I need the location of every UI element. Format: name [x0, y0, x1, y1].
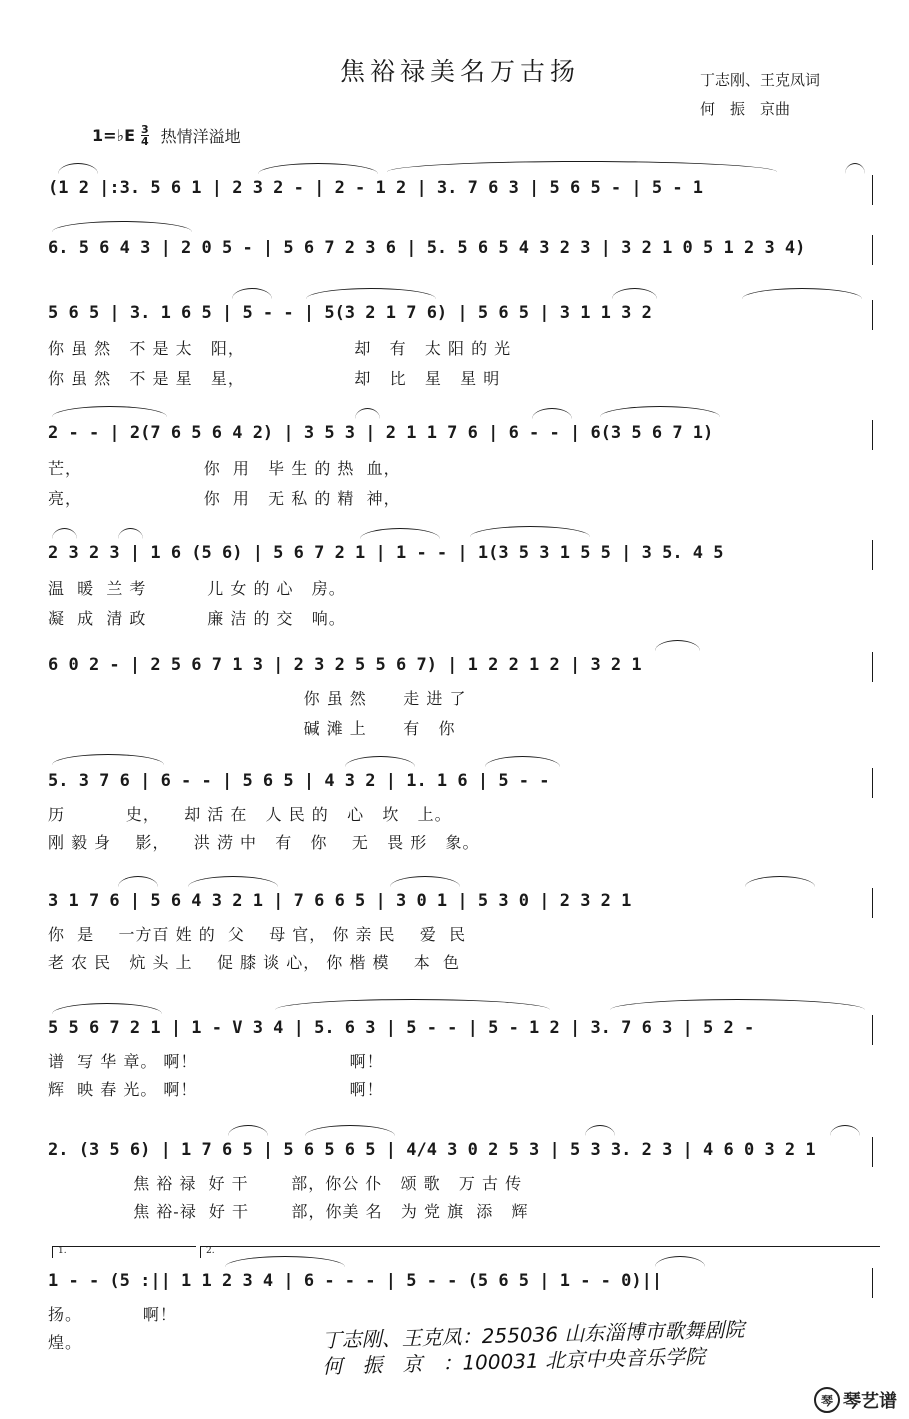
signature-line-1: 丁志刚、王克凤：255036 山东淄博市歌舞剧院 — [321, 1317, 745, 1353]
time-signature-top: 3 — [141, 123, 149, 136]
notation: 6. 5 6 4 3 | 2 0 5 - | 5 6 7 2 3 6 | 5. 5 6 5 4 3 2 3 | 3 2 1 0 5 1 2 3 4) — [48, 238, 806, 258]
lyric-verse-2: 老 农 民 炕 头 上 促 膝 谈 心， 你 楷 模 本 色 — [48, 953, 460, 972]
lyric-verse-2: 焦 裕-禄 好 干 部，你美 名 为 党 旗 添 辉 — [48, 1202, 529, 1221]
key-signature: 1=♭E — [92, 126, 136, 145]
lyric-verse-2: 亮， 你 用 无 私 的 精 神， — [48, 489, 401, 508]
notation: 5 5 6 7 2 1 | 1 - V 3 4 | 5. 6 3 | 5 - - | 5 - 1 2 | 3. 7 6 3 | 5 2 - — [48, 1018, 755, 1038]
notation: (1 2 |:3. 5 6 1 | 2 3 2 - | 2 - 1 2 | 3. 7 6 3 | 5 6 5 - | 5 - 1 — [48, 178, 704, 198]
key-tempo-line — [92, 124, 241, 147]
staff-line — [0, 298, 909, 328]
lyric-verse-2: 刚 毅 身 影， 洪 涝 中 有 你 无 畏 形 象。 — [48, 833, 480, 852]
notation: 5. 3 7 6 | 6 - - | 5 6 5 | 4 3 2 | 1. 1 6 | 5 - - — [48, 771, 550, 791]
end-barline — [872, 175, 873, 205]
lyric-verse-2: 你 虽 然 不 是 星 星， 却 比 星 星 明 — [48, 369, 501, 388]
handwritten-signature — [321, 1313, 882, 1380]
staff-line — [0, 418, 909, 448]
lyric-verse-1: 温 暖 兰 考 儿 女 的 心 房。 — [48, 579, 346, 598]
notation: 1 - - (5 :|| 1 1 2 3 4 | 6 - - - | 5 - - (5 6 5 | 1 - - 0)|| — [48, 1271, 663, 1291]
lyric-verse-1: 历 史， 却 活 在 人 民 的 心 坎 上。 — [48, 805, 452, 824]
end-barline — [872, 1268, 873, 1298]
lyric-verse-1: 谱 写 华 章。 啊！ 啊！ — [48, 1052, 384, 1071]
end-barline — [872, 300, 873, 330]
composer-credit: 何 振 京曲 — [700, 100, 791, 118]
lyric-verse-1: 你 虽 然 不 是 太 阳， 却 有 太 阳 的 光 — [48, 339, 512, 358]
notation: 2. (3 5 6) | 1 7 6 5 | 5 6 5 6 5 | 4/4 3 0 2 5 3 | 5 3 3. 2 3 | 4 6 0 3 2 1 — [48, 1140, 816, 1160]
staff-line — [0, 1013, 909, 1043]
notation: 2 3 2 3 | 1 6 (5 6) | 5 6 7 2 1 | 1 - - | 1(3 5 3 1 5 5 | 3 5. 4 5 — [48, 543, 724, 563]
end-barline — [872, 1015, 873, 1045]
end-barline — [872, 420, 873, 450]
staff-line — [0, 1135, 909, 1165]
lyric-verse-2: 辉 映 春 光。 啊！ 啊！ — [48, 1080, 384, 1099]
lyric-verse-1: 扬。 啊！ — [48, 1305, 177, 1324]
staff-line — [0, 173, 909, 203]
staff-line — [0, 233, 909, 263]
staff-line — [0, 650, 909, 680]
staff-line — [0, 766, 909, 796]
lyric-verse-1: 你 虽 然 走 进 了 — [48, 689, 467, 708]
volta-first: 1. — [58, 1246, 67, 1256]
watermark — [814, 1387, 897, 1413]
staff-line — [0, 538, 909, 568]
end-barline — [872, 652, 873, 682]
credits — [700, 66, 880, 124]
notation: 3 1 7 6 | 5 6 4 3 2 1 | 7 6 6 5 | 3 0 1 | 5 3 0 | 2 3 2 1 — [48, 891, 632, 911]
end-barline — [872, 768, 873, 798]
signature-line-2: 何 振 京 ：100031 北京中央音乐学院 — [322, 1344, 706, 1379]
volta-second: 2. — [206, 1246, 215, 1256]
watermark-text: 琴艺谱 — [843, 1391, 897, 1412]
notation: 5 6 5 | 3. 1 6 5 | 5 - - | 5(3 2 1 7 6) | 5 6 5 | 3 1 1 3 2 — [48, 303, 652, 323]
watermark-logo-icon: 琴 — [814, 1387, 840, 1413]
tempo-marking: 热情洋溢地 — [160, 127, 241, 146]
end-barline — [872, 1137, 873, 1167]
time-signature — [141, 124, 149, 147]
lyric-verse-2: 碱 滩 上 有 你 — [48, 719, 456, 738]
lyric-verse-1: 你 是 一方百 姓 的 父 母 官， 你 亲 民 爱 民 — [48, 925, 467, 944]
end-barline — [872, 540, 873, 570]
end-barline — [872, 888, 873, 918]
lyric-verse-2: 煌。 — [48, 1333, 83, 1352]
notation: 6 0 2 - | 2 5 6 7 1 3 | 2 3 2 5 5 6 7) | 1 2 2 1 2 | 3 2 1 — [48, 655, 642, 675]
lyricist-credit: 丁志刚、王克凤词 — [700, 71, 821, 89]
notation: 2 - - | 2(7 6 5 6 4 2) | 3 5 3 | 2 1 1 7 6 | 6 - - | 6(3 5 6 7 1) — [48, 423, 714, 443]
staff-line — [0, 1266, 909, 1296]
lyric-verse-1: 芒， 你 用 毕 生 的 热 血， — [48, 459, 401, 478]
time-signature-bottom: 4 — [141, 135, 149, 148]
lyric-verse-2: 凝 成 清 政 廉 洁 的 交 响。 — [48, 609, 346, 628]
end-barline — [872, 235, 873, 265]
lyric-verse-1: 焦 裕 禄 好 干 部，你公 仆 颂 歌 万 古 传 — [48, 1174, 523, 1193]
staff-line — [0, 886, 909, 916]
song-title: 焦裕禄美名万古扬 — [339, 57, 580, 86]
